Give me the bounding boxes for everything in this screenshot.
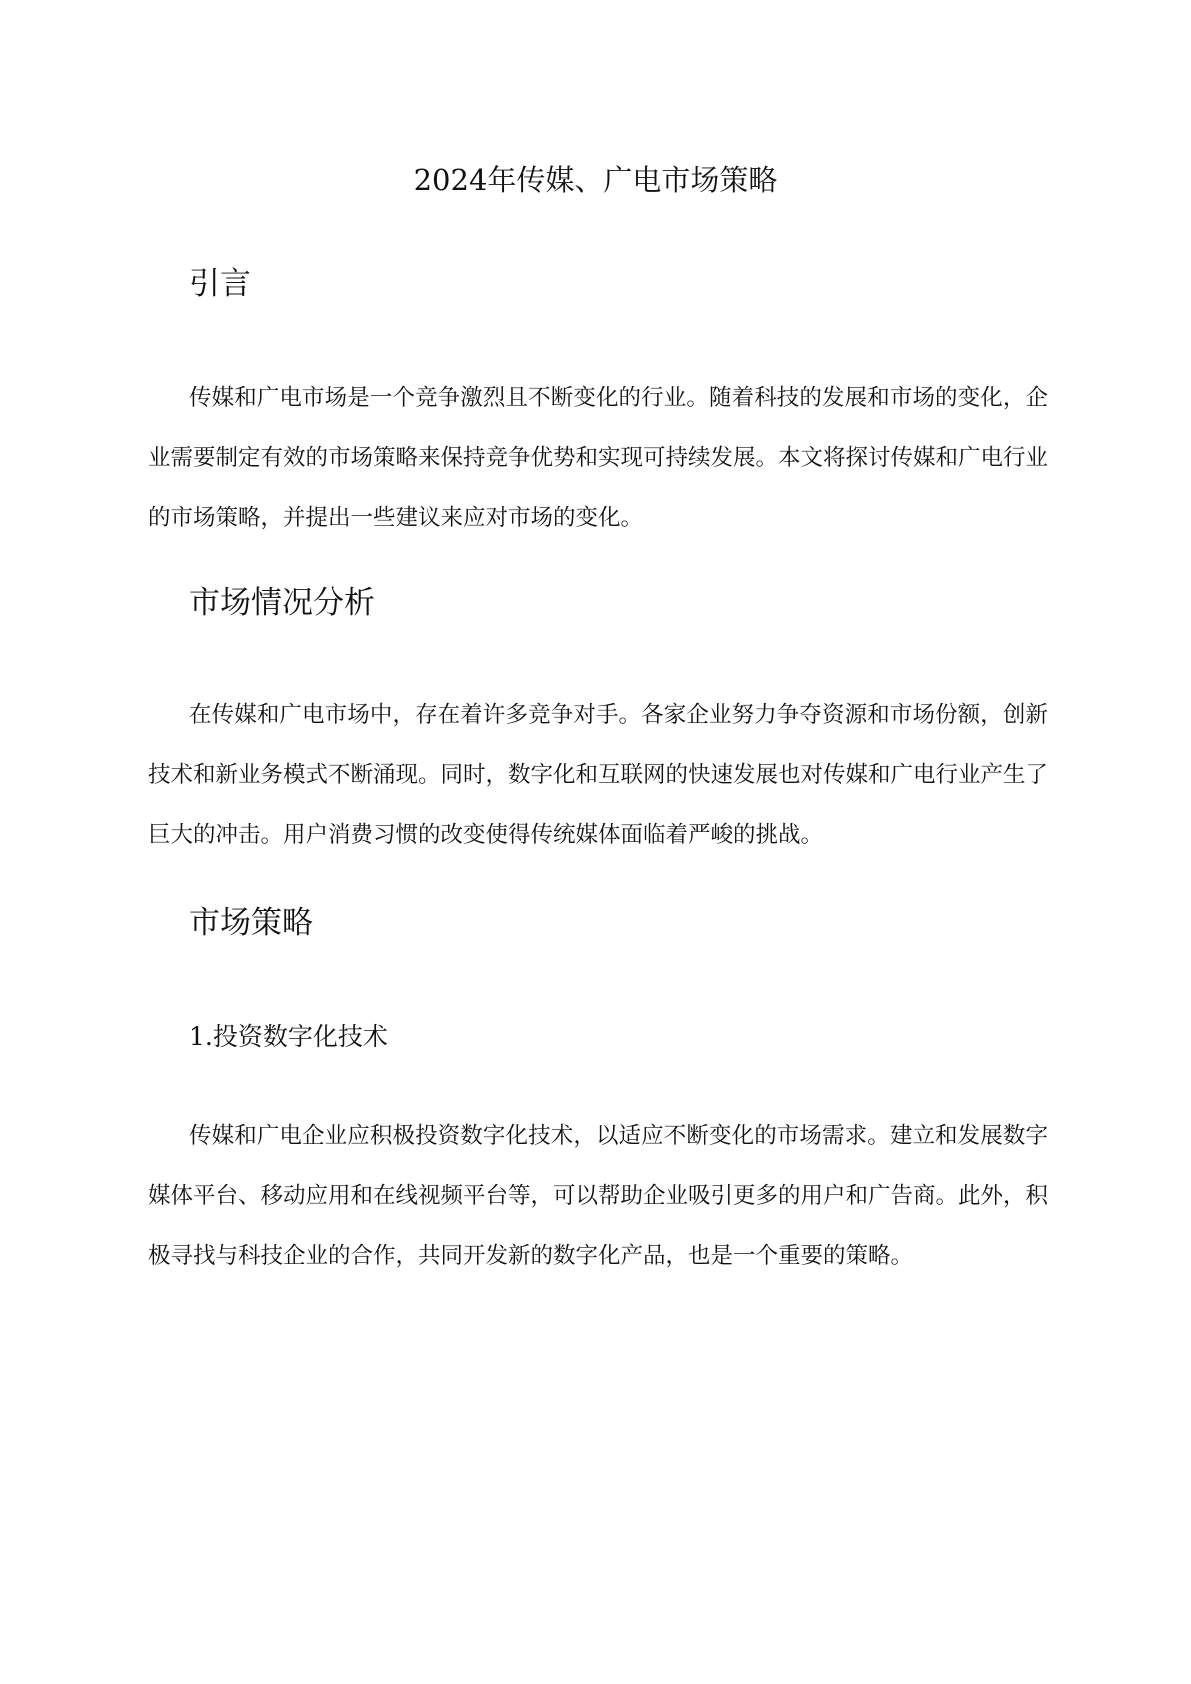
section-heading-introduction: 引言 (189, 266, 251, 302)
subsection-heading-digital-investment: 1.投资数字化技术 (189, 1022, 388, 1051)
section-heading-market-analysis: 市场情况分析 (189, 585, 375, 621)
subsection-paragraph-digital-investment: 传媒和广电企业应积极投资数字化技术，以适应不断变化的市场需求。建立和发展数字媒体平台、移动应用和在线视频平台等，可以帮助企业吸引更多的用户和广告商。此外，积极寻找与科技企业的合作，共同开发新的数字化产品，也是一个重要的策略。 (148, 1123, 1049, 1269)
document-title: 2024年传媒、广电市场策略 (413, 163, 778, 197)
section-heading-market-strategy: 市场策略 (189, 905, 313, 941)
section-paragraph-introduction: 传媒和广电市场是一个竞争激烈且不断变化的行业。随着科技的发展和市场的变化，企业需要制定有效的市场策略来保持竞争优势和实现可持续发展。本文将探讨传媒和广电行业的市场策略，并提出一些建议来应对市场的变化。 (148, 385, 1049, 531)
section-paragraph-market-analysis: 在传媒和广电市场中，存在着许多竞争对手。各家企业努力争夺资源和市场份额，创新技术和新业务模式不断涌现。同时，数字化和互联网的快速发展也对传媒和广电行业产生了巨大的冲击。用户消费习惯的改变使得传统媒体面临着严峻的挑战。 (148, 702, 1049, 848)
